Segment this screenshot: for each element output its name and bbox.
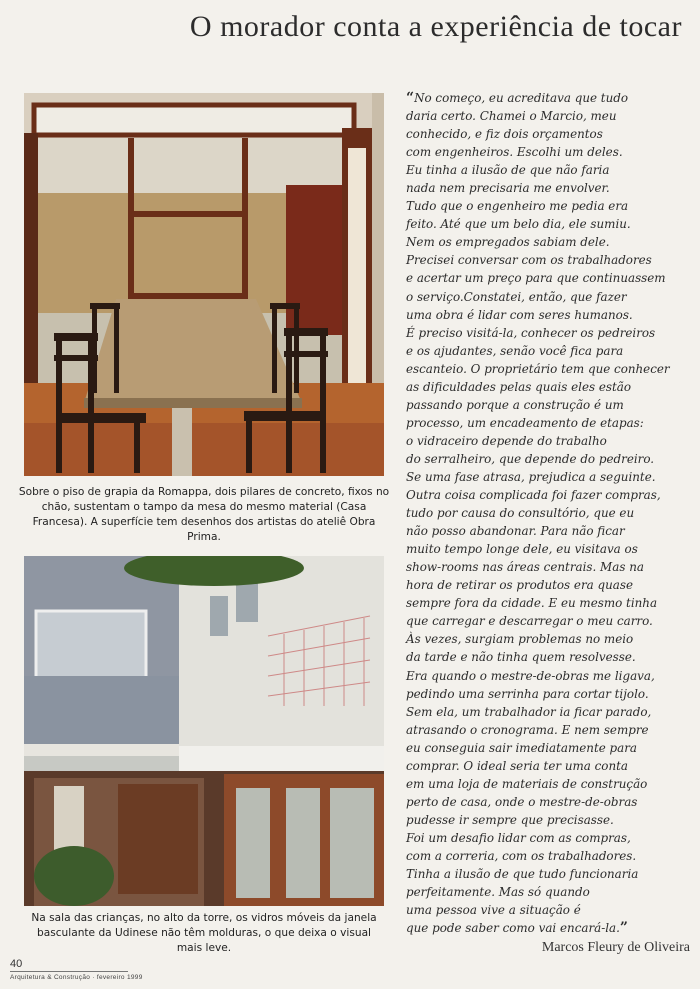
quote-line: Às vezes, surgiam problemas no meio [406,632,634,647]
open-quote-mark: “ [406,90,415,106]
quote-line: nada nem precisaria me envolver. [406,181,610,196]
quote-line: sempre fora da cidade. E eu mesmo tinha [406,596,658,611]
quote-line: Tudo que o engenheiro me pedia era [406,199,629,214]
page-number: 40 [10,958,23,970]
quote-author: Marcos Fleury de Oliveira [541,940,690,955]
quote-line: hora de retirar os produtos era quase [406,578,634,593]
quote-line: Era quando o mestre-de-obras me ligava, [406,668,655,683]
footer-divider [10,971,128,972]
quote-line: comprar. O ideal seria ter uma conta [406,758,628,773]
tower-facade-photo-caption: Na sala das crianças, no alto da torre, os vidros móveis da janela basculante da Udinese não têm molduras, o que deixa o visual mais leve. [31,912,377,954]
quote-line: pudesse ir sempre que precisasse. [406,812,614,827]
quote-line: o vidraceiro depende do trabalho [406,433,607,448]
quote-line: em uma loja de materiais de construção [406,776,648,791]
quote-line: com engenheiros. Escolhi um deles. [406,145,623,160]
tower-facade-photo [24,556,384,906]
quote-line: atrasando o cronograma. E nem sempre [406,722,649,737]
quote-line: uma obra é lidar com seres humanos. [406,307,633,322]
quote-line: daria certo. Chamei o Marcio, meu [406,109,617,124]
resident-testimony [406,89,696,937]
quote-line: pedindo uma serrinha para cortar tijolo. [406,686,649,701]
quote-line: “No começo, eu acreditava que tudo [406,90,629,106]
quote-line: as dificuldades pelas quais eles estão [406,379,632,394]
quote-line: Foi um desafio lidar com as compras, [406,830,631,845]
close-quote-mark: ” [619,920,628,937]
quote-line: passando porque a construção é um [406,397,624,412]
quote-line: É preciso visitá-la, conhecer os pedreiros [406,325,656,340]
quote-line: Tinha a ilusão de que tudo funcionaria [406,867,639,882]
quote-line: conhecido, e fiz dois orçamentos [406,127,603,142]
dining-room-photo-caption: Sobre o piso de grapia da Romappa, dois pilares de concreto, fixos no chão, sustentam o tampo da mesa do mesmo material (Casa Francesa). A superfície tem desenhos dos artistas do ateliê Obra Prima. [18,486,390,543]
page-headline: O morador conta a experiência de tocar [189,10,682,43]
quote-line: feito. Até que um belo dia, ele sumiu. [406,217,631,232]
quote-line: não posso abandonar. Para não ficar [406,524,625,539]
quote-line: Precisei conversar com os trabalhadores [406,253,652,268]
quote-line: processo, um encadeamento de etapas: [406,415,644,430]
quote-line: tudo por causa do consultório, que eu [406,506,635,521]
quote-line: que carregar e descarregar o meu carro. [406,614,653,629]
quote-line: da tarde e não tinha quem resolvesse. [406,650,636,665]
quote-line: que pode saber como vai encará-la.” [406,920,628,937]
quote-line: do serralheiro, que depende do pedreiro. [406,451,655,466]
publication-credit: Arquitetura & Construção · fevereiro 1999 [10,974,143,981]
quote-line: com a correria, com os trabalhadores. [406,848,637,863]
quote-line: show-rooms nas áreas centrais. Mas na [406,560,644,575]
quote-line: eu conseguia sair imediatamente para [406,740,638,755]
quote-line: Se uma fase atrasa, prejudica a seguinte. [406,469,656,484]
quote-line: Outra coisa complicada foi fazer compras, [406,488,661,503]
dining-room-photo [24,93,384,476]
quote-line: Eu tinha a ilusão de que não faria [406,163,610,178]
quote-line: uma pessoa vive a situação é [406,903,581,918]
quote-line: perfeitamente. Mas só quando [406,885,590,900]
quote-line: e acertar um preço para que continuassem [406,271,666,286]
quote-line: perto de casa, onde o mestre-de-obras [406,794,638,809]
quote-line: escanteio. O proprietário tem que conhecer [406,361,670,376]
quote-line: o serviço.Constatei, então, que fazer [406,289,627,304]
quote-line: e os ajudantes, senão você fica para [406,343,624,358]
quote-line: Sem ela, um trabalhador ia ficar parado, [406,704,652,719]
quote-line: Nem os empregados sabiam dele. [406,235,610,250]
quote-line: muito tempo longe dele, eu visitava os [406,542,638,557]
